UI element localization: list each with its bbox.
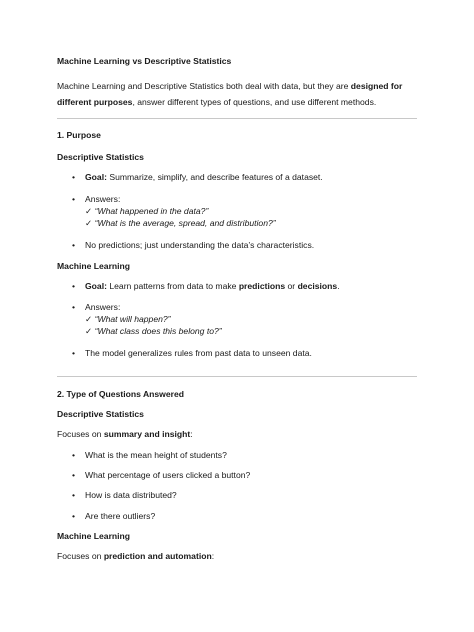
check-icon: ✓ xyxy=(85,314,93,324)
section-divider xyxy=(57,118,417,119)
question-item: What is the mean height of students? xyxy=(85,450,227,460)
section2-ml-heading: Machine Learning xyxy=(57,531,131,541)
section1-descriptive-heading: Descriptive Statistics xyxy=(57,152,144,162)
intro-text-end: , answer different types of questions, and use different methods. xyxy=(132,97,377,107)
intro-text: Machine Learning and Descriptive Statistics both deal with data, but they are xyxy=(57,81,351,91)
check-icon: ✓ xyxy=(85,206,93,216)
goal-text: Learn patterns from data to make xyxy=(106,281,239,291)
answers-label: Answers: xyxy=(85,194,121,204)
bullet-icon: • xyxy=(72,281,76,291)
goal-emphasis: predictions xyxy=(238,281,286,291)
answer-item xyxy=(85,326,222,337)
check-icon: ✓ xyxy=(85,218,93,228)
goal-text: Summarize, simplify, and describe features of a dataset. xyxy=(106,172,323,182)
bullet-icon: • xyxy=(72,194,76,204)
answer-item xyxy=(85,218,276,229)
focus-text: : xyxy=(190,429,193,439)
descriptive-focus xyxy=(57,429,193,440)
ml-note: The model generalizes rules from past data to unseen data. xyxy=(85,348,312,358)
ml-goal-item xyxy=(85,281,340,292)
answer-text: “What happened in the data?” xyxy=(94,206,209,216)
section-divider xyxy=(57,376,417,377)
bullet-icon: • xyxy=(72,450,76,460)
question-item: How is data distributed? xyxy=(85,490,177,500)
section2-descriptive-heading: Descriptive Statistics xyxy=(57,409,144,419)
goal-label: Goal: xyxy=(85,172,107,182)
bullet-icon: • xyxy=(72,302,76,312)
focus-text: Focuses on xyxy=(57,429,104,439)
bullet-icon: • xyxy=(72,172,76,182)
goal-text: . xyxy=(337,281,340,291)
answer-text: “What class does this belong to?” xyxy=(94,326,222,336)
focus-emphasis: summary and insight xyxy=(103,429,191,439)
bullet-icon: • xyxy=(72,240,76,250)
focus-text: : xyxy=(211,551,215,561)
answers-label: Answers: xyxy=(85,302,121,312)
intro-emphasis: designed for different purposes xyxy=(57,81,403,107)
answer-item xyxy=(85,206,208,217)
document-title: Machine Learning vs Descriptive Statistics xyxy=(57,56,232,66)
question-item: What percentage of users clicked a button? xyxy=(85,470,251,480)
answer-text: “What is the average, spread, and distribution?” xyxy=(94,218,276,228)
section1-heading: 1. Purpose xyxy=(57,130,101,140)
goal-label: Goal: xyxy=(85,281,107,291)
answer-text: “What will happen?” xyxy=(94,314,171,324)
check-icon: ✓ xyxy=(85,326,93,336)
focus-text: Focuses on xyxy=(57,551,104,561)
descriptive-goal-item xyxy=(85,172,323,183)
section2-heading: 2. Type of Questions Answered xyxy=(57,389,185,399)
bullet-icon: • xyxy=(72,470,76,480)
question-item: Are there outliers? xyxy=(85,511,156,521)
focus-emphasis: prediction and automation xyxy=(103,551,212,561)
bullet-icon: • xyxy=(72,511,76,521)
bullet-icon: • xyxy=(72,490,76,500)
answer-item xyxy=(85,314,171,325)
intro-paragraph xyxy=(57,78,417,110)
ml-focus xyxy=(57,551,214,562)
bullet-icon: • xyxy=(72,348,76,358)
goal-emphasis: decisions xyxy=(297,281,338,291)
section1-ml-heading: Machine Learning xyxy=(57,261,131,271)
descriptive-note: No predictions; just understanding the data’s characteristics. xyxy=(85,240,315,250)
goal-text: or xyxy=(285,281,298,291)
